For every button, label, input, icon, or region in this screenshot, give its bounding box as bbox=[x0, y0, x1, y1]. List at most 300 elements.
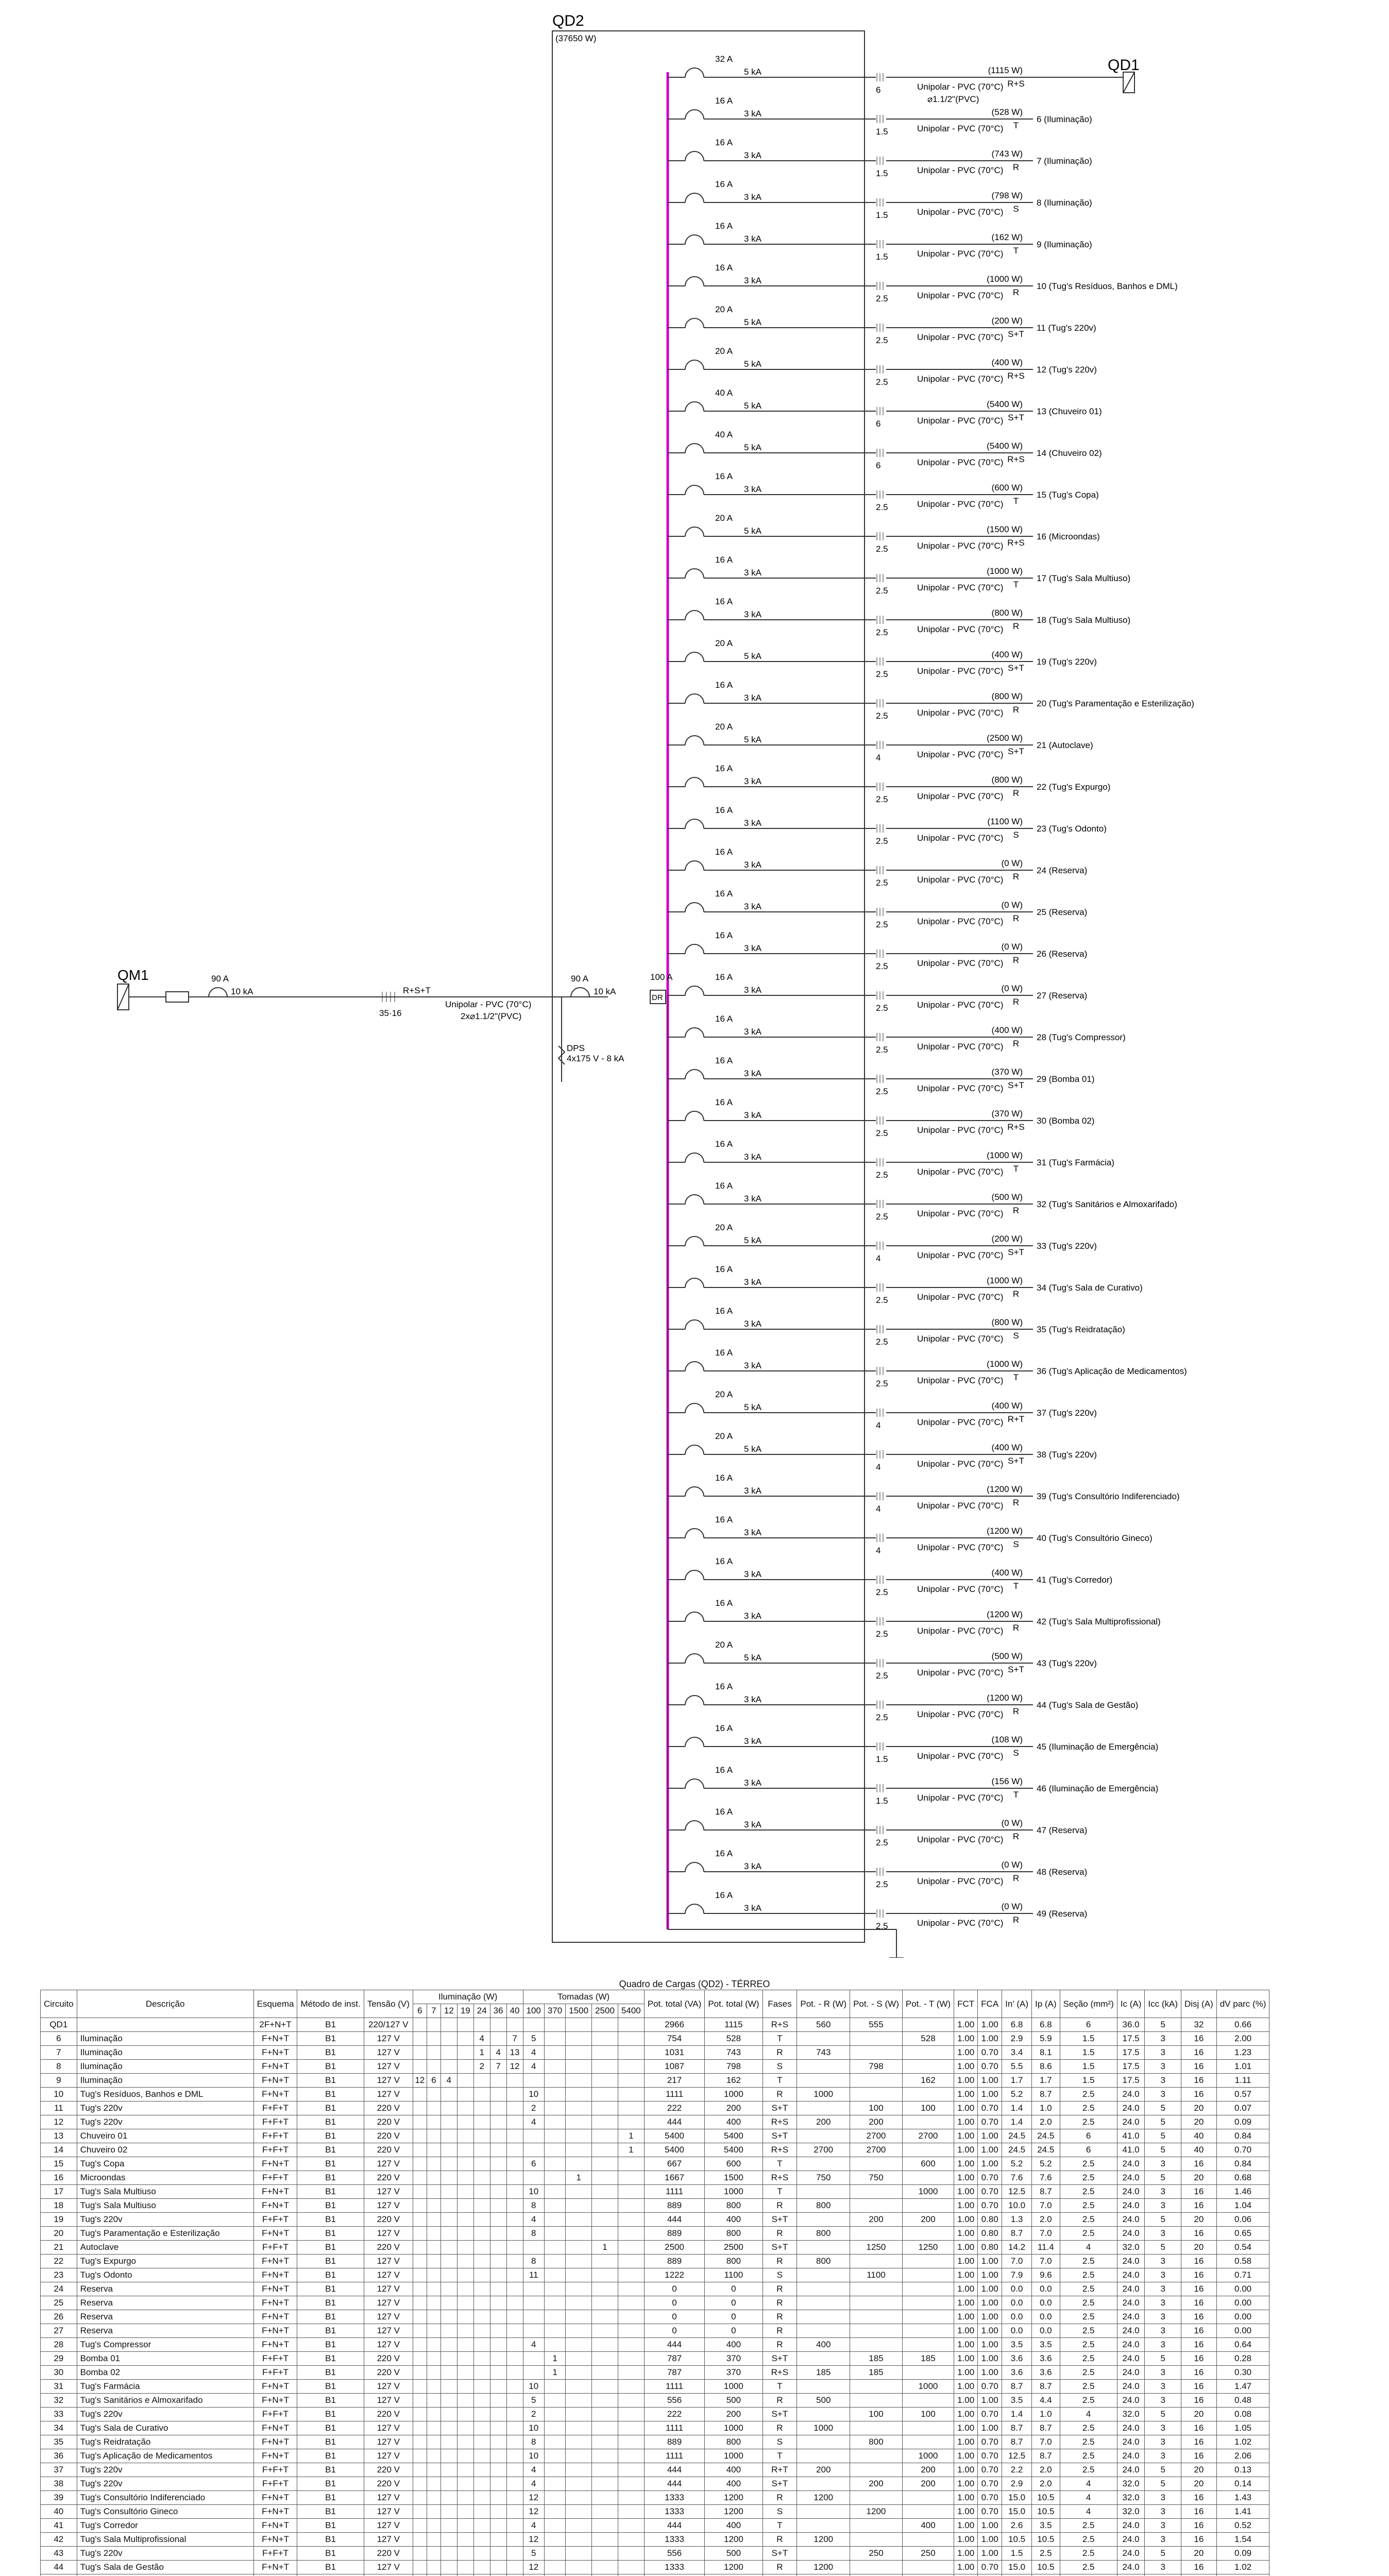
table-cell bbox=[1181, 2574, 1217, 2576]
table-cell: 0.70 bbox=[978, 2380, 1002, 2394]
table-cell bbox=[441, 2185, 457, 2199]
table-cell: 2.0 bbox=[1031, 2463, 1060, 2477]
table-cell: 1.00 bbox=[954, 2213, 978, 2227]
table-cell bbox=[427, 2032, 441, 2046]
table-cell bbox=[490, 2102, 506, 2115]
table-cell bbox=[413, 2018, 427, 2032]
breaker-rating: 16 A bbox=[715, 1306, 733, 1316]
table-cell bbox=[441, 2171, 457, 2185]
circuit-label: 17 (Tug's Sala Multiuso) bbox=[1037, 573, 1131, 583]
breaker-rating: 16 A bbox=[715, 597, 733, 606]
circuit-section: 6 bbox=[876, 419, 881, 429]
table-cell bbox=[618, 2574, 644, 2576]
table-cell bbox=[544, 2129, 565, 2143]
table-cell bbox=[902, 2296, 954, 2310]
table-cell bbox=[544, 2519, 565, 2533]
breaker-rating: 16 A bbox=[715, 1348, 733, 1358]
table-cell: 200 bbox=[797, 2463, 850, 2477]
table-cell: 24.0 bbox=[1117, 2352, 1145, 2366]
circuit-power: (200 W) bbox=[991, 1234, 1023, 1244]
table-cell: 4 bbox=[1060, 2491, 1117, 2505]
circuit-8 bbox=[668, 179, 1092, 220]
table-cell: 127 V bbox=[364, 2338, 413, 2352]
table-cell: Tug's Sanitários e Almoxarifado bbox=[77, 2394, 253, 2408]
table-cell: 12 bbox=[506, 2060, 523, 2074]
breaker-icon bbox=[685, 1320, 704, 1329]
table-cell: 0.66 bbox=[1216, 2018, 1269, 2032]
table-cell: 127 V bbox=[364, 2255, 413, 2268]
table-cell bbox=[592, 2547, 618, 2561]
circuit-phase: R bbox=[1012, 1915, 1020, 1925]
circuit-phase: R bbox=[1012, 872, 1020, 882]
circuit-label: 12 (Tug's 220v) bbox=[1037, 365, 1097, 375]
circuit-section: 2.5 bbox=[876, 1838, 888, 1848]
breaker-ka: 3 kA bbox=[744, 150, 762, 160]
table-cell bbox=[441, 2561, 457, 2574]
table-cell bbox=[506, 2310, 523, 2324]
circuit-power: (528 W) bbox=[991, 107, 1023, 117]
table-cell: 1.3 bbox=[1002, 2213, 1032, 2227]
table-cell: Iluminação bbox=[77, 2046, 253, 2060]
table-cell: 800 bbox=[797, 2227, 850, 2241]
circuit-section: 2.5 bbox=[876, 1879, 888, 1889]
circuit-power: (200 W) bbox=[991, 316, 1023, 326]
table-cell bbox=[566, 2505, 592, 2519]
table-row bbox=[41, 2547, 1269, 2561]
table-cell: 1.00 bbox=[954, 2282, 978, 2296]
breaker-rating: 16 A bbox=[715, 1264, 733, 1274]
table-cell: 32.0 bbox=[1117, 2408, 1145, 2421]
circuit-label: 8 (Iluminação) bbox=[1037, 198, 1092, 208]
table-cell bbox=[441, 2102, 457, 2115]
table-cell: Tug's 220v bbox=[77, 2213, 253, 2227]
table-cell: 800 bbox=[850, 2435, 903, 2449]
table-cell: 24.0 bbox=[1117, 2115, 1145, 2129]
feeder-section: 35·16 bbox=[379, 1008, 402, 1018]
table-cell bbox=[427, 2129, 441, 2143]
table-cell: 1.00 bbox=[954, 2310, 978, 2324]
table-cell: 1.00 bbox=[954, 2505, 978, 2519]
table-cell: B1 bbox=[297, 2449, 364, 2463]
load-table-subheader-cell: 7 bbox=[427, 2004, 441, 2018]
circuit-41 bbox=[668, 1556, 1112, 1597]
table-cell bbox=[490, 2352, 506, 2366]
table-cell: 19 bbox=[41, 2213, 77, 2227]
table-cell: 200 bbox=[902, 2213, 954, 2227]
table-cell: R bbox=[763, 2421, 797, 2435]
table-cell: 16 bbox=[1181, 2282, 1217, 2296]
table-cell: 1667 bbox=[644, 2171, 705, 2185]
table-cell: 16 bbox=[1181, 2505, 1217, 2519]
table-cell: 20 bbox=[1181, 2463, 1217, 2477]
table-cell bbox=[441, 2032, 457, 2046]
table-cell: 1250 bbox=[902, 2241, 954, 2255]
table-cell: 1.00 bbox=[954, 2129, 978, 2143]
table-cell bbox=[544, 2143, 565, 2157]
circuit-label: 48 (Reserva) bbox=[1037, 1867, 1088, 1877]
table-cell: B1 bbox=[297, 2366, 364, 2380]
table-cell: 41.0 bbox=[1117, 2143, 1145, 2157]
table-row bbox=[41, 2421, 1269, 2435]
table-cell: 444 bbox=[644, 2338, 705, 2352]
table-cell: 4 bbox=[523, 2477, 544, 2491]
table-cell: B1 bbox=[297, 2074, 364, 2088]
breaker-rating: 16 A bbox=[715, 1556, 733, 1566]
table-cell: 1000 bbox=[797, 2088, 850, 2102]
table-cell: 2700 bbox=[850, 2143, 903, 2157]
table-cell bbox=[850, 2463, 903, 2477]
table-cell bbox=[566, 2547, 592, 2561]
table-cell: 1.00 bbox=[954, 2394, 978, 2408]
table-cell: R bbox=[763, 2255, 797, 2268]
circuit-phase: R bbox=[1012, 1873, 1020, 1883]
breaker-icon bbox=[685, 193, 704, 202]
table-cell: 13 bbox=[41, 2129, 77, 2143]
table-cell bbox=[490, 2366, 506, 2380]
circuit-cable: Unipolar - PVC (70°C) bbox=[917, 666, 1004, 676]
table-cell: 2.5 bbox=[1060, 2533, 1117, 2547]
circuit-phase: T bbox=[1013, 1372, 1019, 1382]
table-cell: 3 bbox=[1145, 2074, 1181, 2088]
circuit-section: 2.5 bbox=[876, 878, 888, 888]
table-cell bbox=[427, 2449, 441, 2463]
table-cell: 10.5 bbox=[1031, 2491, 1060, 2505]
table-cell: 1.00 bbox=[954, 2380, 978, 2394]
circuit-label: 15 (Tug's Copa) bbox=[1037, 490, 1099, 500]
table-cell bbox=[1145, 2574, 1181, 2576]
table-cell: 5 bbox=[1145, 2547, 1181, 2561]
table-cell bbox=[618, 2199, 644, 2213]
table-cell: 370 bbox=[705, 2352, 763, 2366]
table-cell: F+N+T bbox=[253, 2421, 297, 2435]
table-cell bbox=[457, 2046, 473, 2060]
table-cell: 32.0 bbox=[1117, 2491, 1145, 2505]
table-cell bbox=[506, 2088, 523, 2102]
table-cell: B1 bbox=[297, 2199, 364, 2213]
table-cell bbox=[413, 2324, 427, 2338]
table-cell: 6.8 bbox=[1002, 2018, 1032, 2032]
load-table-header-cell: Tensão (V) bbox=[364, 1990, 413, 2018]
circuit-43 bbox=[668, 1640, 1097, 1681]
feeder-conduit: 2x⌀1.1/2"(PVC) bbox=[461, 1011, 522, 1021]
table-cell: 1.00 bbox=[954, 2199, 978, 2213]
breaker-icon bbox=[685, 1153, 704, 1162]
load-table-header-cell: Pot. - S (W) bbox=[850, 1990, 903, 2018]
table-cell bbox=[763, 2574, 797, 2576]
circuit-label: 26 (Reserva) bbox=[1037, 949, 1088, 959]
circuit-phase: R bbox=[1012, 1039, 1020, 1048]
table-cell: 36 bbox=[41, 2449, 77, 2463]
circuit-phase: R+S bbox=[1007, 1122, 1025, 1132]
table-cell: 127 V bbox=[364, 2268, 413, 2282]
table-cell bbox=[473, 2268, 490, 2282]
table-cell: 1.00 bbox=[954, 2491, 978, 2505]
table-cell bbox=[473, 2255, 490, 2268]
breaker-rating: 16 A bbox=[715, 930, 733, 940]
table-cell bbox=[566, 2366, 592, 2380]
circuit-19 bbox=[668, 638, 1097, 679]
table-cell bbox=[457, 2366, 473, 2380]
table-cell: 1.00 bbox=[978, 2296, 1002, 2310]
table-cell: 5400 bbox=[644, 2143, 705, 2157]
table-cell bbox=[544, 2157, 565, 2171]
table-cell: 400 bbox=[902, 2519, 954, 2533]
breaker-ka: 3 kA bbox=[744, 943, 762, 953]
table-cell bbox=[490, 2268, 506, 2282]
table-cell bbox=[473, 2533, 490, 2547]
table-cell: S+T bbox=[763, 2547, 797, 2561]
table-cell: 16 bbox=[1181, 2561, 1217, 2574]
table-cell: S+T bbox=[763, 2102, 797, 2115]
table-cell bbox=[413, 2282, 427, 2296]
table-cell bbox=[457, 2074, 473, 2088]
table-cell bbox=[544, 2032, 565, 2046]
circuit-section: 2.5 bbox=[876, 1671, 888, 1681]
table-cell: 1.00 bbox=[978, 2421, 1002, 2435]
table-cell bbox=[490, 2435, 506, 2449]
table-cell: 43 bbox=[41, 2547, 77, 2561]
table-cell bbox=[490, 2574, 506, 2576]
table-cell: 1 bbox=[566, 2171, 592, 2185]
table-cell bbox=[441, 2241, 457, 2255]
table-cell: 24.0 bbox=[1117, 2380, 1145, 2394]
table-cell: 3.6 bbox=[1002, 2366, 1032, 2380]
table-cell: 16 bbox=[41, 2171, 77, 2185]
breaker-rating: 20 A bbox=[715, 346, 733, 356]
table-cell bbox=[592, 2561, 618, 2574]
table-cell bbox=[427, 2421, 441, 2435]
circuit-cable: Unipolar - PVC (70°C) bbox=[917, 1584, 1004, 1594]
table-cell bbox=[850, 2519, 903, 2533]
breaker-icon bbox=[685, 694, 704, 703]
circuit-power: (400 W) bbox=[991, 358, 1023, 367]
table-cell: 16 bbox=[1181, 2533, 1217, 2547]
table-cell: 24.0 bbox=[1117, 2157, 1145, 2171]
table-cell: 7.0 bbox=[1002, 2255, 1032, 2268]
table-cell: 42 bbox=[41, 2533, 77, 2547]
circuit-power: (1000 W) bbox=[987, 566, 1023, 576]
table-cell bbox=[441, 2463, 457, 2477]
table-cell bbox=[506, 2324, 523, 2338]
table-cell: 400 bbox=[705, 2338, 763, 2352]
table-cell bbox=[427, 2185, 441, 2199]
breaker-icon bbox=[685, 1070, 704, 1079]
table-cell: 10 bbox=[523, 2421, 544, 2435]
table-cell: 3 bbox=[1145, 2491, 1181, 2505]
table-cell bbox=[490, 2310, 506, 2324]
circuit-14 bbox=[668, 430, 1102, 470]
table-cell bbox=[441, 2449, 457, 2463]
breaker-rating: 16 A bbox=[715, 1181, 733, 1191]
table-cell bbox=[592, 2324, 618, 2338]
table-cell: 7 bbox=[506, 2032, 523, 2046]
table-cell: B1 bbox=[297, 2324, 364, 2338]
table-cell bbox=[506, 2352, 523, 2366]
table-cell: B1 bbox=[297, 2296, 364, 2310]
table-cell bbox=[618, 2435, 644, 2449]
table-cell: Iluminação bbox=[77, 2060, 253, 2074]
circuit-power: (743 W) bbox=[991, 149, 1023, 159]
table-cell bbox=[523, 2310, 544, 2324]
table-cell bbox=[544, 2282, 565, 2296]
circuit-21 bbox=[668, 722, 1093, 762]
table-cell: S+T bbox=[763, 2213, 797, 2227]
load-table-header-cell: FCA bbox=[978, 1990, 1002, 2018]
breaker-icon bbox=[685, 1362, 704, 1371]
table-cell: 220 V bbox=[364, 2115, 413, 2129]
table-cell bbox=[427, 2060, 441, 2074]
table-row bbox=[41, 2394, 1269, 2408]
breaker-icon bbox=[685, 1236, 704, 1246]
table-cell bbox=[506, 2491, 523, 2505]
circuit-section: 2.5 bbox=[876, 1713, 888, 1722]
table-cell: F+N+T bbox=[253, 2227, 297, 2241]
table-cell bbox=[566, 2394, 592, 2408]
table-cell bbox=[618, 2561, 644, 2574]
table-cell: 1.00 bbox=[978, 2032, 1002, 2046]
table-row bbox=[41, 2519, 1269, 2533]
table-cell: S+T bbox=[763, 2477, 797, 2491]
breaker-rating: 16 A bbox=[715, 221, 733, 231]
qm1-label: QM1 bbox=[117, 967, 149, 983]
table-cell: 24.5 bbox=[1002, 2143, 1032, 2157]
table-cell: 1000 bbox=[705, 2380, 763, 2394]
table-cell: 8.7 bbox=[1031, 2088, 1060, 2102]
table-cell bbox=[592, 2574, 618, 2576]
table-cell bbox=[506, 2282, 523, 2296]
table-cell: F+N+T bbox=[253, 2032, 297, 2046]
table-cell bbox=[490, 2171, 506, 2185]
breaker-ka: 3 kA bbox=[744, 1736, 762, 1746]
table-cell bbox=[544, 2074, 565, 2088]
qd2-power: (37650 W) bbox=[555, 33, 597, 43]
table-cell bbox=[490, 2185, 506, 2199]
table-cell: 185 bbox=[850, 2352, 903, 2366]
table-cell bbox=[427, 2380, 441, 2394]
table-cell: R+S bbox=[763, 2171, 797, 2185]
qd1-conduit: ⌀1.1/2"(PVC) bbox=[927, 94, 979, 104]
table-cell: 500 bbox=[797, 2394, 850, 2408]
table-cell: 1.00 bbox=[978, 2255, 1002, 2268]
table-row bbox=[41, 2255, 1269, 2268]
table-cell bbox=[457, 2477, 473, 2491]
table-cell bbox=[544, 2310, 565, 2324]
table-cell: B1 bbox=[297, 2561, 364, 2574]
circuit-phase: R bbox=[1012, 287, 1020, 297]
breaker-rating: 16 A bbox=[715, 972, 733, 982]
dps-label: DPS bbox=[567, 1043, 585, 1053]
table-cell: 220 V bbox=[364, 2143, 413, 2157]
table-cell: 200 bbox=[850, 2477, 903, 2491]
table-cell: B1 bbox=[297, 2435, 364, 2449]
table-cell bbox=[427, 2088, 441, 2102]
table-cell bbox=[592, 2449, 618, 2463]
table-cell: 0.13 bbox=[1216, 2463, 1269, 2477]
table-cell: 743 bbox=[705, 2046, 763, 2060]
table-cell bbox=[618, 2018, 644, 2032]
table-row bbox=[41, 2185, 1269, 2199]
circuit-section: 2.5 bbox=[876, 711, 888, 721]
table-cell bbox=[413, 2463, 427, 2477]
table-cell: 2.00 bbox=[1216, 2032, 1269, 2046]
circuit-power: (500 W) bbox=[991, 1651, 1023, 1661]
circuit-label: 34 (Tug's Sala de Curativo) bbox=[1037, 1283, 1143, 1293]
table-cell: 5.2 bbox=[1002, 2088, 1032, 2102]
table-cell: 0.70 bbox=[978, 2477, 1002, 2491]
circuit-13 bbox=[668, 388, 1102, 429]
table-cell bbox=[566, 2032, 592, 2046]
circuit-label: 32 (Tug's Sanitários e Almoxarifado) bbox=[1037, 1199, 1177, 1209]
table-cell: 1.00 bbox=[978, 2088, 1002, 2102]
table-cell: F+N+T bbox=[253, 2199, 297, 2213]
table-cell bbox=[457, 2143, 473, 2157]
circuit-cable: Unipolar - PVC (70°C) bbox=[917, 1250, 1004, 1260]
breaker-ka: 3 kA bbox=[744, 192, 762, 202]
table-cell: 16 bbox=[1181, 2366, 1217, 2380]
table-cell: R bbox=[763, 2491, 797, 2505]
table-row bbox=[41, 2074, 1269, 2088]
table-cell bbox=[413, 2060, 427, 2074]
table-cell: 4 bbox=[523, 2046, 544, 2060]
table-cell bbox=[427, 2171, 441, 2185]
circuit-cable: Unipolar - PVC (70°C) bbox=[917, 1125, 1004, 1135]
table-cell: B1 bbox=[297, 2477, 364, 2491]
table-cell: 1.5 bbox=[1060, 2074, 1117, 2088]
breaker-icon bbox=[685, 1779, 704, 1788]
circuit-section: 2.5 bbox=[876, 502, 888, 512]
table-cell bbox=[506, 2129, 523, 2143]
table-cell: 2.5 bbox=[1060, 2255, 1117, 2268]
table-cell: B1 bbox=[297, 2032, 364, 2046]
table-cell bbox=[592, 2227, 618, 2241]
table-cell: 0.52 bbox=[1216, 2519, 1269, 2533]
table-cell: R+S bbox=[763, 2366, 797, 2380]
table-row bbox=[41, 2533, 1269, 2547]
table-cell bbox=[544, 2574, 565, 2576]
table-cell: 1000 bbox=[705, 2088, 763, 2102]
table-cell: 0.0 bbox=[1002, 2324, 1032, 2338]
table-cell: 16 bbox=[1181, 2310, 1217, 2324]
table-cell: 127 V bbox=[364, 2296, 413, 2310]
table-cell: 220 V bbox=[364, 2171, 413, 2185]
circuit-phase: S+T bbox=[1008, 1665, 1024, 1674]
table-cell: 1250 bbox=[850, 2241, 903, 2255]
table-cell: F+F+T bbox=[253, 2213, 297, 2227]
table-cell: 22 bbox=[41, 2255, 77, 2268]
table-cell: 1200 bbox=[797, 2491, 850, 2505]
table-cell bbox=[413, 2421, 427, 2435]
breaker-ka: 3 kA bbox=[744, 1027, 762, 1037]
table-cell bbox=[457, 2032, 473, 2046]
circuit-45 bbox=[668, 1723, 1158, 1764]
table-cell bbox=[473, 2519, 490, 2533]
table-cell bbox=[544, 2268, 565, 2282]
table-cell bbox=[473, 2547, 490, 2561]
table-cell: R bbox=[763, 2394, 797, 2408]
circuit-power: (1500 W) bbox=[987, 524, 1023, 534]
table-cell: B1 bbox=[297, 2491, 364, 2505]
circuit-34 bbox=[668, 1264, 1143, 1305]
table-row bbox=[41, 2366, 1269, 2380]
breaker-icon bbox=[685, 68, 704, 77]
circuit-section: 1.5 bbox=[876, 252, 888, 262]
circuit-cable: Unipolar - PVC (70°C) bbox=[917, 1167, 1004, 1177]
table-cell: 3 bbox=[1145, 2421, 1181, 2435]
table-cell bbox=[441, 2143, 457, 2157]
load-table-title: Quadro de Cargas (QD2) - TÉRREO bbox=[619, 1979, 770, 1989]
table-cell bbox=[427, 2018, 441, 2032]
circuit-label: 10 (Tug's Resíduos, Banhos e DML) bbox=[1037, 281, 1178, 291]
